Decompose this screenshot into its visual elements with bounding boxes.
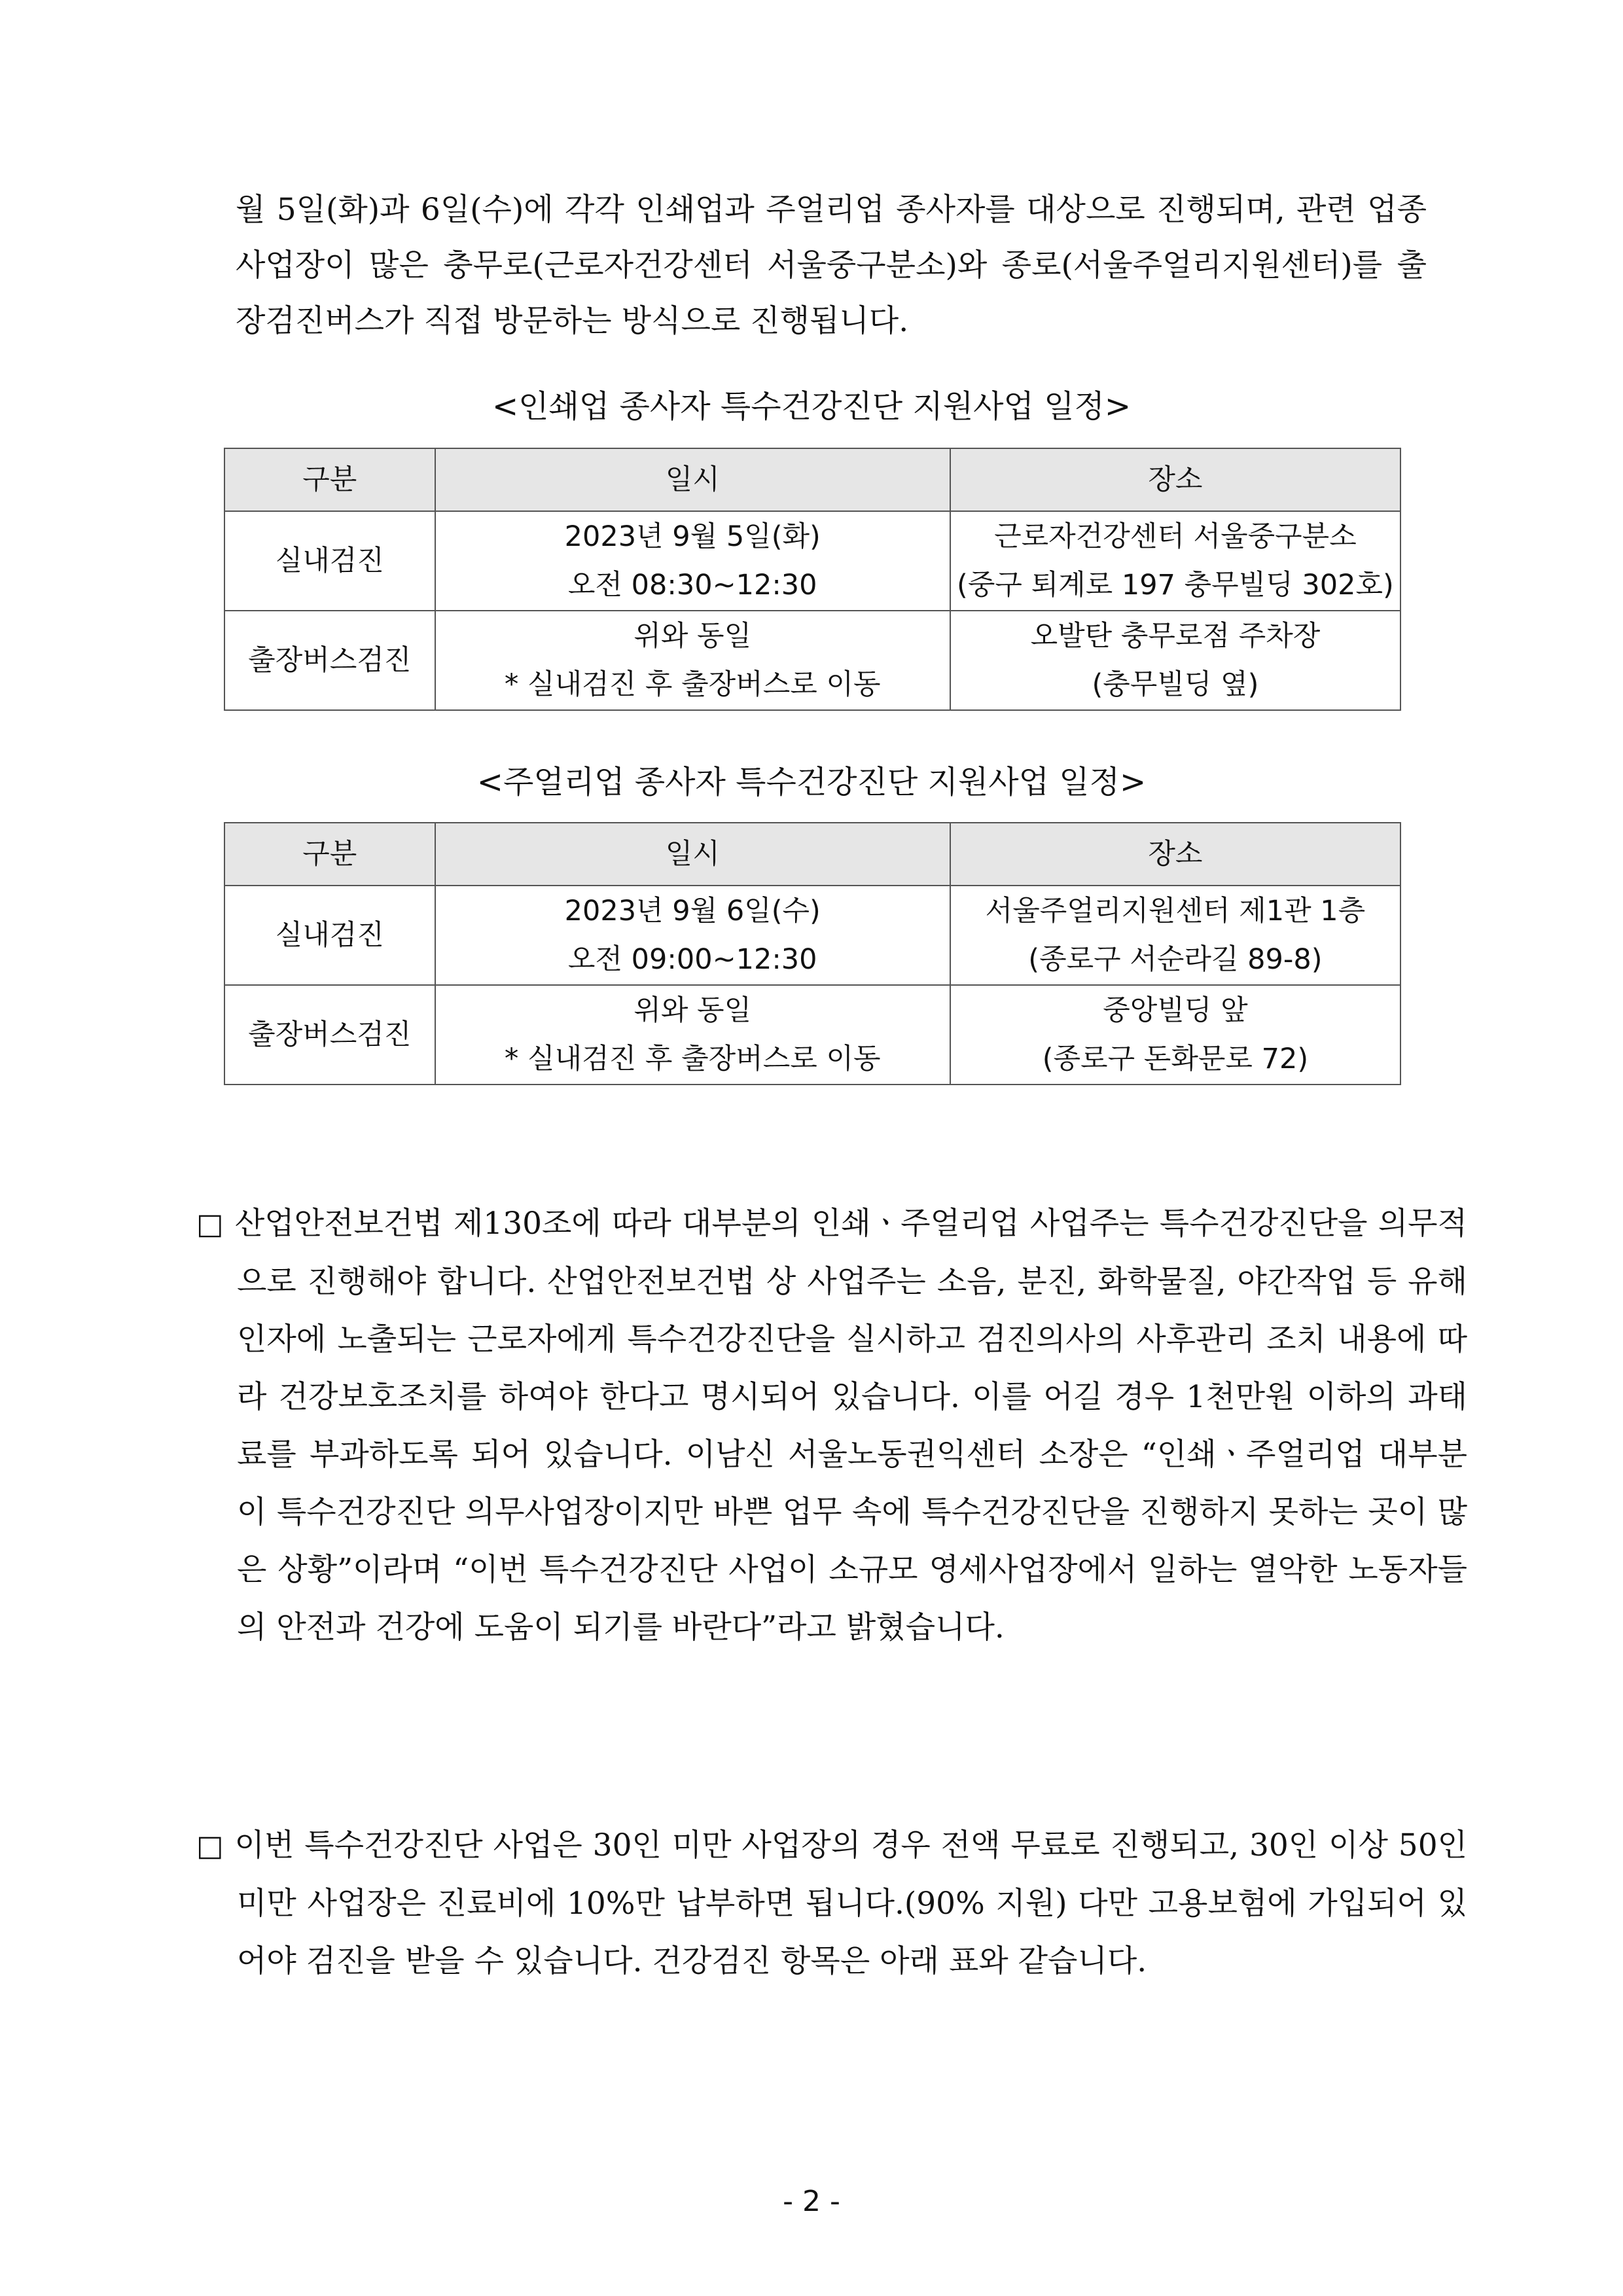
cell-category: 출장버스검진 [224, 611, 435, 710]
cell-place [950, 985, 1400, 1085]
bullet-paragraph-cost [196, 1817, 1467, 1990]
bullet-paragraph-law [196, 1195, 1467, 1657]
place-address: (충무빌딩 옆) [1092, 668, 1259, 701]
table1-caption: <인쇄업 종사자 특수건강진단 지원사업 일정> [491, 388, 1132, 425]
intro-paragraph: 월 5일(화)과 6일(수)에 각각 인쇄업과 주얼리업 종사자를 대상으로 진행되며, 관련 업종 사업장이 많은 충무로(근로자건강센터 서울중구분소)와 종로(서울주얼리지원센터)를 출장검진버스가 직접 방문하는 방식으로 진행됩니다. [236, 192, 1427, 339]
header-place: 장소 [950, 823, 1400, 886]
checkbox-bullet-icon: □ [196, 1829, 224, 1863]
date-line: 위와 동일 [633, 620, 752, 653]
place-address: (종로구 돈화문로 72) [1042, 1043, 1309, 1075]
table-row [224, 886, 1400, 985]
header-category: 구분 [224, 823, 435, 886]
cell-category: 실내검진 [224, 886, 435, 985]
header-datetime: 일시 [435, 448, 950, 511]
cell-category: 출장버스검진 [224, 985, 435, 1085]
cell-place [950, 611, 1400, 710]
table-row [224, 985, 1400, 1085]
jewelry-schedule-table [224, 822, 1401, 1085]
table-row [224, 611, 1400, 710]
place-address: (중구 퇴계로 197 충무빌딩 302호) [957, 569, 1394, 601]
place-name: 오발탄 충무로점 주차장 [1030, 620, 1321, 653]
place-name: 서울주얼리지원센터 제1관 1층 [985, 895, 1366, 927]
place-address: (종로구 서순라길 89-8) [1028, 943, 1323, 976]
time-line: 오전 08:30~12:30 [567, 569, 817, 601]
time-line: 오전 09:00~12:30 [567, 943, 817, 976]
cell-place [950, 511, 1400, 611]
printing-schedule-table [224, 448, 1401, 711]
header-place: 장소 [950, 448, 1400, 511]
header-category: 구분 [224, 448, 435, 511]
bullet-text: 이번 특수건강진단 사업은 30인 미만 사업장의 경우 전액 무료로 진행되고, 30인 이상 50인 미만 사업장은 진료비에 10%만 납부하면 됩니다.(90% 지원) 다만 고용보험에 가입되어 있어야 검진을 받을 수 있습니다. 건강검진 항목은 아래 표와 같습니다. [234, 1827, 1467, 1979]
table-header-row [224, 823, 1400, 886]
cell-datetime [435, 511, 950, 611]
cell-place [950, 886, 1400, 985]
table2-caption: <주얼리업 종사자 특수건강진단 지원사업 일정> [476, 764, 1147, 800]
cell-category: 실내검진 [224, 511, 435, 611]
date-line: 2023년 9월 6일(수) [564, 895, 821, 927]
cell-datetime [435, 886, 950, 985]
bullet-text: 산업안전보건법 제130조에 따라 대부분의 인쇄ㆍ주얼리업 사업주는 특수건강진단을 의무적으로 진행해야 합니다. 산업안전보건법 상 사업주는 소음, 분진, 화학물질, 야간작업 등 유해인자에 노출되는 근로자에게 특수건강진단을 실시하고 검진의사의 사후관리 조치 내용에 따라 건강보호조치를 하여야 한다고 명시되어 있습니다. 이를 어길 경우 1천만원 이하의 과태료를 부과하도록 되어 있습니다. 이남신 서울노동권익센터 소장은 “인쇄ㆍ주얼리업 대부분이 특수건강진단 의무사업장이지만 바쁜 업무 속에 특수건강진단을 진행하지 못하는 곳이 많은 상황”이라며 “이번 특수건강진단 사업이 소규모 영세사업장에서 일하는 열악한 노동자들의 안전과 건강에 도움이 되기를 바란다”라고 밝혔습니다. [234, 1206, 1467, 1645]
time-line: * 실내검진 후 출장버스로 이동 [504, 668, 881, 701]
date-line: 2023년 9월 5일(화) [564, 520, 821, 553]
place-name: 근로자건강센터 서울중구분소 [994, 520, 1357, 553]
header-datetime: 일시 [435, 823, 950, 886]
place-name: 중앙빌딩 앞 [1103, 994, 1248, 1027]
cell-datetime [435, 985, 950, 1085]
checkbox-bullet-icon: □ [196, 1208, 224, 1241]
table-row [224, 511, 1400, 611]
date-line: 위와 동일 [633, 994, 752, 1027]
page-number: - 2 - [783, 2185, 840, 2218]
table-header-row [224, 448, 1400, 511]
time-line: * 실내검진 후 출장버스로 이동 [504, 1043, 881, 1075]
cell-datetime [435, 611, 950, 710]
